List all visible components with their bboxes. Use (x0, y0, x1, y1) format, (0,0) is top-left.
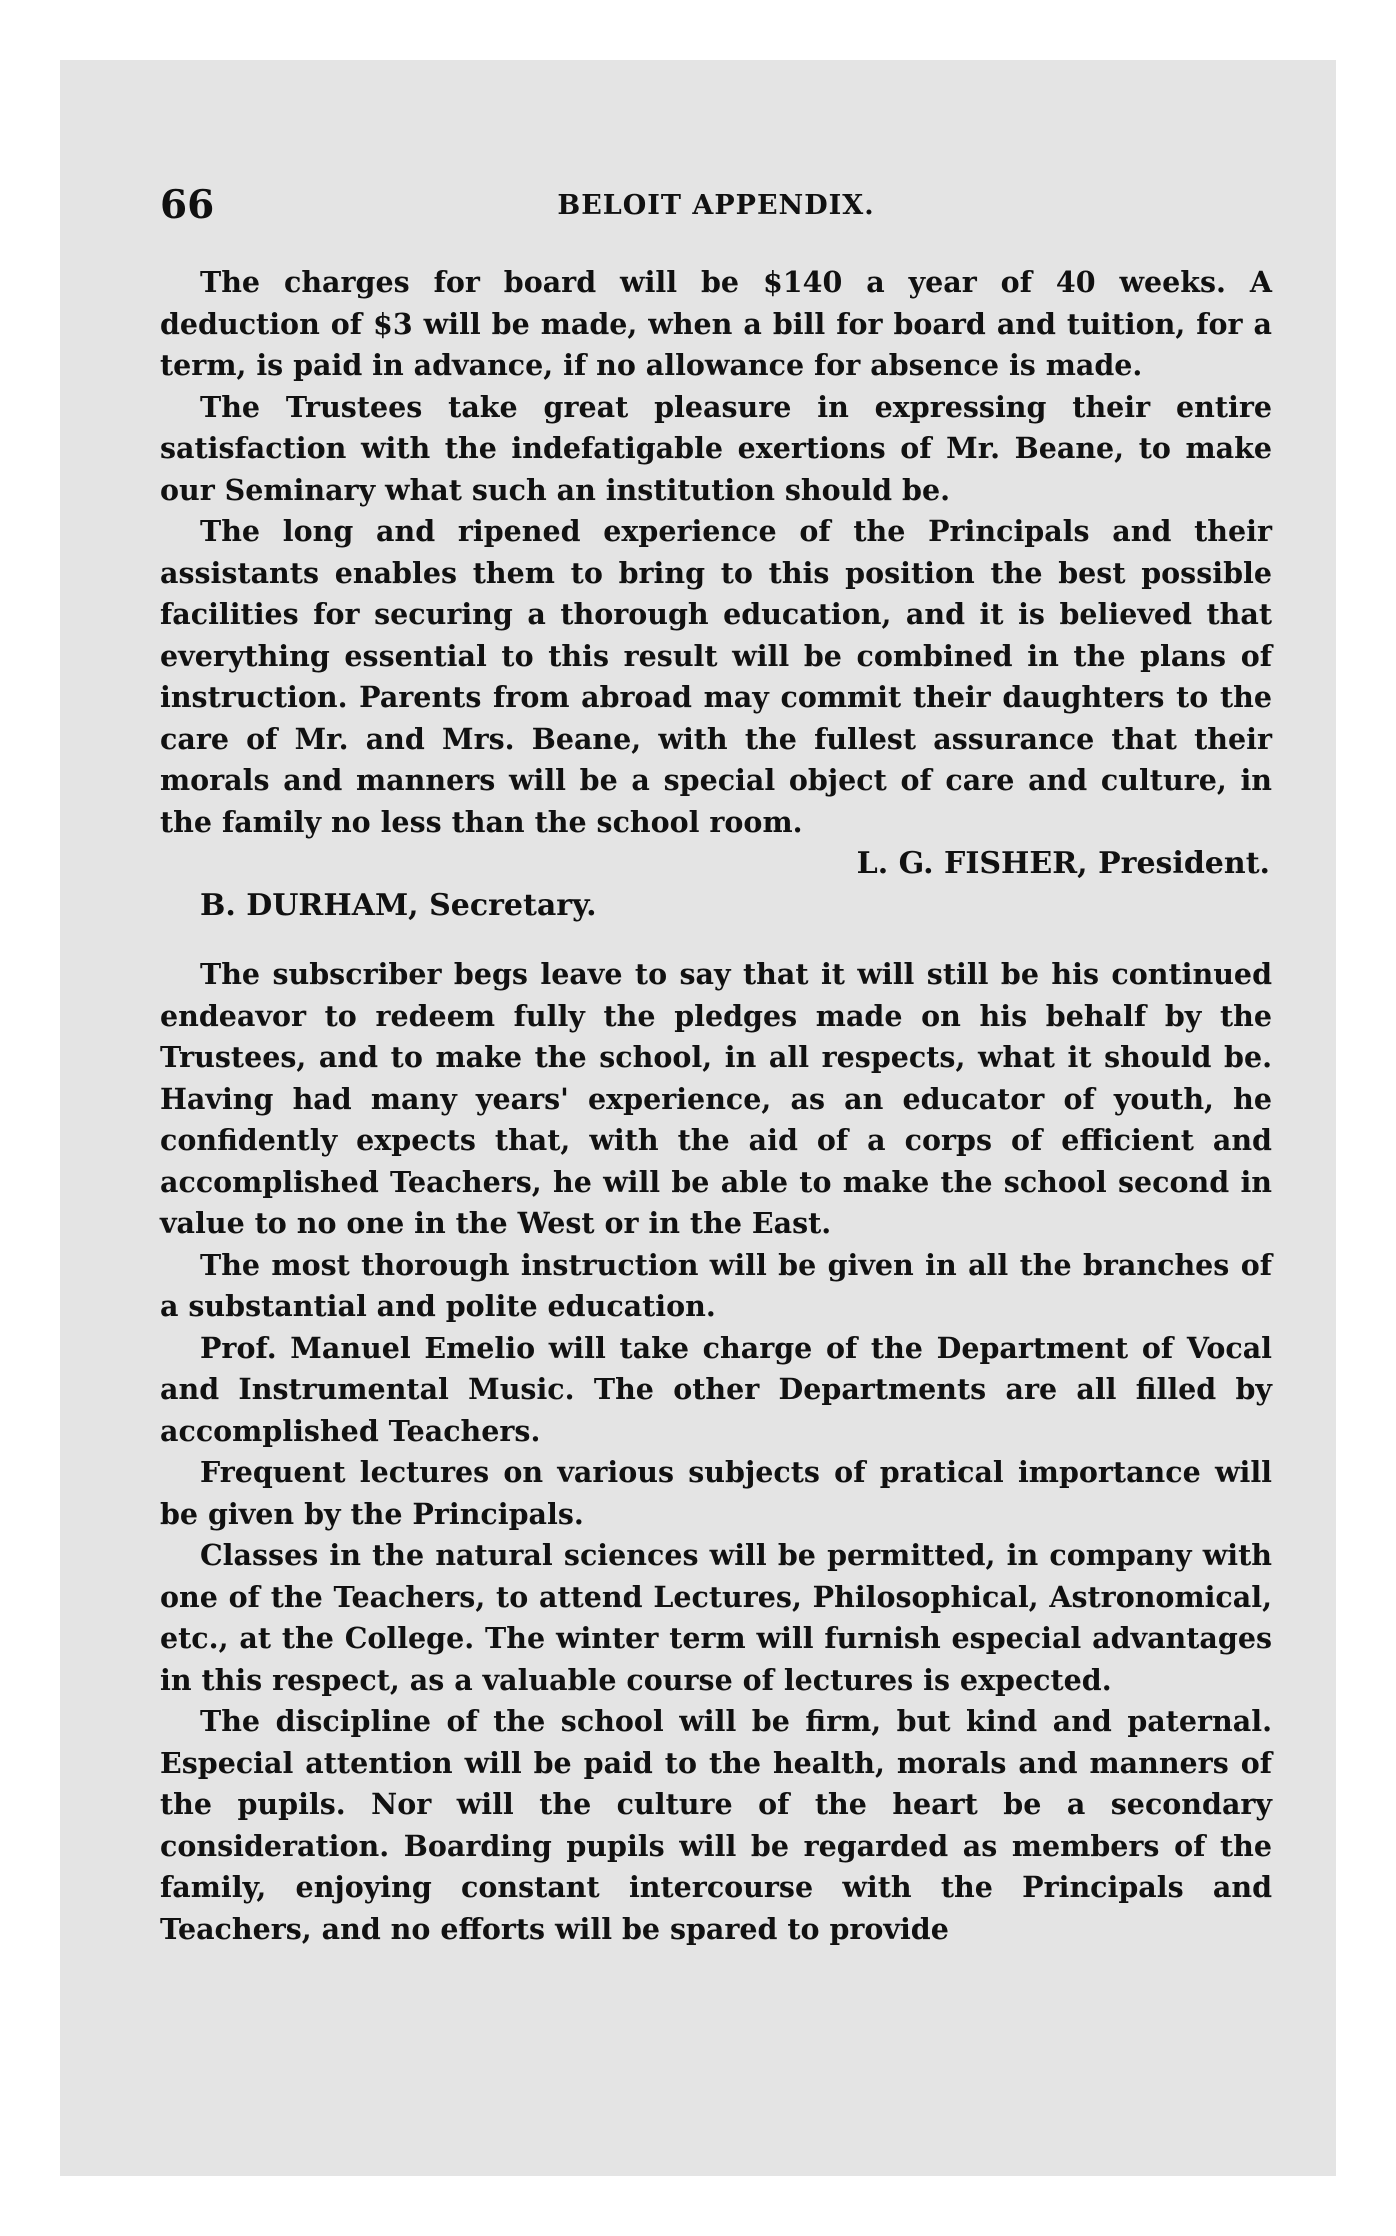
paragraph-discipline: The discipline of the school will be firm, but kind and paternal. Especial attention will be paid to the health, morals and manners of the pupils. Nor will the culture of the heart be a secondary consideration. Boarding pupils will be regarded as members of the family, enjoying constant intercourse with the Principals and Teachers, and no efforts will be spared to provide (160, 1704, 1272, 1946)
paragraph-board-charges: The charges for board will be $140 a year of 40 weeks. A deduction of $3 will be made, when a bill for board and tuition, for a term, is paid in advance, if no allowance for absence is made. (160, 265, 1272, 382)
paragraph-principals-experience: The long and ripened experience of the Principals and their assistants enables them to bring to this position the best possible facilities for securing a thorough education, and it is believed that everything essential to this result will be combined in the plans of instruction. Parents from abroad may commit their daughters to the care of Mr. and Mrs. Beane, with the fullest assurance that their morals and manners will be a special object of care and culture, in the family no less than the school room. (160, 514, 1272, 839)
paragraph-subscriber-statement: The subscriber begs leave to say that it will still be his continued endeavor to redeem fully the pledges made on his behalf by the Trustees, and to make the school, in all respects, what it should be. Having had many years' experience, as an educator of youth, he confidently expects that, with the aid of a corps of efficient and accomplished Teachers, he will be able to make the school second in value to no one in the West or in the East. (160, 957, 1272, 1240)
paragraph-instruction: The most thorough instruction will be given in all the branches of a substantial and polite education. (160, 1247, 1272, 1323)
paragraph-trustees-satisfaction: The Trustees take great pleasure in expressing their entire satisfaction with the indefatigable exertions of Mr. Beane, to make our Seminary what such an institution should be. (160, 389, 1272, 507)
paragraph-music-department: Prof. Manuel Emelio will take charge of the Department of Vocal and Instrumental Music. The other Departments are all filled by accomplished Teachers. (160, 1330, 1272, 1448)
paragraph-natural-sciences: Classes in the natural sciences will be permitted, in company with one of the Teachers, to attend Lectures, Philosophical, Astronomical, etc., at the College. The winter term will furnish especial advantages in this respect, as a valuable course of lectures is expected. (160, 1538, 1272, 1697)
secretary-signature: B. DURHAM, Secretary. (200, 887, 597, 923)
paragraph-lectures: Frequent lectures on various subjects of pratical importance will be given by the Principals. (160, 1455, 1272, 1531)
running-title: BELOIT APPENDIX. (557, 190, 875, 221)
page-content (160, 182, 1272, 1950)
scanned-page (60, 60, 1336, 2176)
page-number: 66 (160, 182, 215, 228)
president-signature: L. G. FISHER, President. (856, 846, 1270, 881)
page-header (160, 182, 1272, 262)
